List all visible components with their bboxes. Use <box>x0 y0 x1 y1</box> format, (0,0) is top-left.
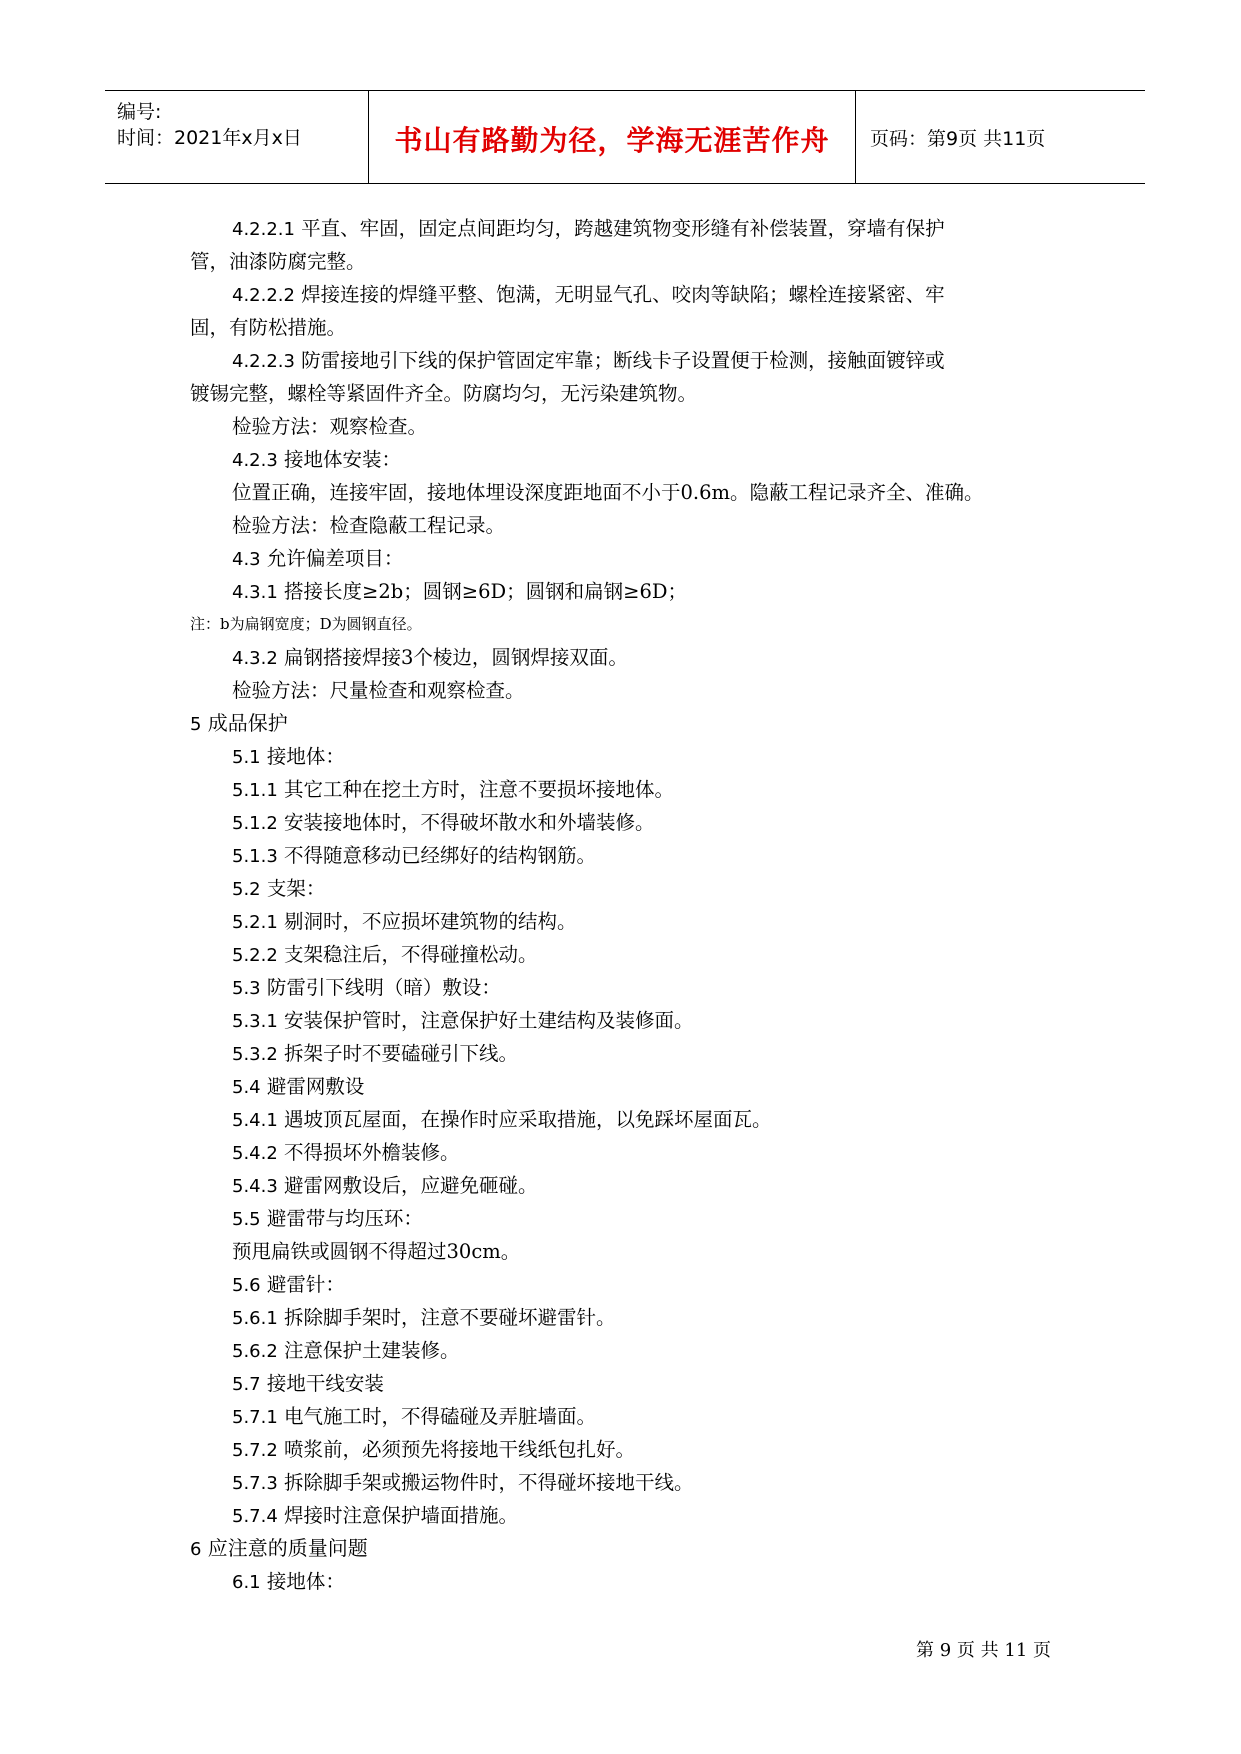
page-footer: 第 9 页 共 11 页 <box>916 1640 1051 1661</box>
time-label: 时间：2021年x月x日 <box>117 127 302 149</box>
text-line <box>190 1070 1070 1103</box>
clause-number: 5.4.1 <box>232 1110 278 1131</box>
clause-text: 避雷网敷设后，应避免砸碰。 <box>277 1174 538 1197</box>
section-heading <box>190 707 1070 740</box>
clause-number: 5 <box>190 714 202 735</box>
text-line <box>190 377 1070 410</box>
clause-text: 检验方法：检查隐蔽工程记录。 <box>232 514 506 537</box>
clause-text: 拆除脚手架时，注意不要碰坏避雷针。 <box>277 1306 616 1329</box>
text-line <box>190 740 1070 773</box>
text-line <box>190 1169 1070 1202</box>
text-line <box>190 542 1070 575</box>
header-right-cell <box>856 91 1145 183</box>
clause-number: 5.4.2 <box>232 1143 278 1164</box>
clause-text: 注：b为扁钢宽度；D为圆钢直径。 <box>190 615 422 633</box>
clause-text: 检验方法：观察检查。 <box>232 415 428 438</box>
clause-text: 喷浆前，必须预先将接地干线纸包扎好。 <box>277 1438 636 1461</box>
text-line <box>190 1367 1070 1400</box>
text-line <box>190 1334 1070 1367</box>
text-line <box>190 1037 1070 1070</box>
clause-text: 接地体安装： <box>277 448 402 471</box>
text-line <box>190 641 1070 674</box>
clause-number: 5.2.1 <box>232 912 278 933</box>
text-line <box>190 1565 1070 1598</box>
text-line <box>190 1400 1070 1433</box>
clause-number: 5.3 <box>232 978 261 999</box>
header-mid-cell <box>369 91 856 183</box>
text-line <box>190 278 1070 311</box>
text-line <box>190 1235 1070 1268</box>
clause-text: 应注意的质量问题 <box>201 1536 368 1560</box>
clause-number: 6.1 <box>232 1572 261 1593</box>
header-left-cell <box>105 91 369 183</box>
clause-number: 5.7.1 <box>232 1407 278 1428</box>
clause-text: 安装保护管时，注意保护好土建结构及装修面。 <box>277 1009 694 1032</box>
clause-number: 4.2.2.3 <box>232 351 295 372</box>
text-line <box>190 509 1070 542</box>
text-line <box>190 1202 1070 1235</box>
clause-text: 平直、牢固，固定点间距均匀，跨越建筑物变形缝有补偿装置，穿墙有保护 <box>294 217 945 240</box>
clause-text: 避雷网敷设 <box>260 1075 365 1098</box>
clause-number: 5.7 <box>232 1374 261 1395</box>
text-line <box>190 1301 1070 1334</box>
clause-number: 4.3 <box>232 549 261 570</box>
clause-text: 镀锡完整，螺栓等紧固件齐全。防腐均匀，无污染建筑物。 <box>190 382 698 405</box>
clause-number: 5.7.2 <box>232 1440 278 1461</box>
page-info: 页码：第9页 共11页 <box>870 128 1046 150</box>
clause-text: 剔洞时，不应损坏建筑物的结构。 <box>277 910 577 933</box>
text-line <box>190 773 1070 806</box>
clause-number: 5.1.2 <box>232 813 278 834</box>
clause-number: 5.6.1 <box>232 1308 278 1329</box>
clause-text: 遇坡顶瓦屋面，在操作时应采取措施，以免踩坏屋面瓦。 <box>277 1108 772 1131</box>
clause-text: 避雷带与均压环： <box>260 1207 423 1230</box>
text-line <box>190 476 1070 509</box>
text-line <box>190 971 1070 1004</box>
clause-text: 扁钢搭接焊接3个棱边，圆钢焊接双面。 <box>277 646 628 669</box>
clause-text: 不得损坏外檐装修。 <box>277 1141 460 1164</box>
clause-text: 注意保护土建装修。 <box>277 1339 460 1362</box>
clause-text: 防雷接地引下线的保护管固定牢靠；断线卡子设置便于检测，接触面镀锌或 <box>294 349 945 372</box>
clause-number: 5.6.2 <box>232 1341 278 1362</box>
note-line <box>190 608 1070 641</box>
clause-number: 5.7.3 <box>232 1473 278 1494</box>
clause-number: 6 <box>190 1539 202 1560</box>
clause-number: 5.1 <box>232 747 261 768</box>
text-line <box>190 1103 1070 1136</box>
code-label: 编号: <box>117 101 162 123</box>
clause-number: 4.3.1 <box>232 582 278 603</box>
clause-text: 拆架子时不要磕碰引下线。 <box>277 1042 519 1065</box>
text-line <box>190 674 1070 707</box>
clause-number: 5.2.2 <box>232 945 278 966</box>
text-line <box>190 245 1070 278</box>
clause-text: 焊接连接的焊缝平整、饱满，无明显气孔、咬肉等缺陷；螺栓连接紧密、牢 <box>294 283 945 306</box>
clause-number: 4.3.2 <box>232 648 278 669</box>
clause-text: 允许偏差项目： <box>260 547 404 570</box>
text-line <box>190 938 1070 971</box>
text-line <box>190 311 1070 344</box>
clause-number: 5.2 <box>232 879 261 900</box>
text-line <box>190 905 1070 938</box>
text-line <box>190 839 1070 872</box>
clause-text: 不得随意移动已经绑好的结构钢筋。 <box>277 844 597 867</box>
clause-number: 4.2.3 <box>232 450 278 471</box>
clause-number: 5.4.3 <box>232 1176 278 1197</box>
clause-text: 预甩扁铁或圆钢不得超过30cm。 <box>232 1240 521 1263</box>
clause-text: 支架稳注后，不得碰撞松动。 <box>277 943 538 966</box>
clause-text: 其它工种在挖土方时，注意不要损坏接地体。 <box>277 778 675 801</box>
clause-text: 支架： <box>260 877 326 900</box>
text-line <box>190 575 1070 608</box>
page-header <box>105 90 1145 184</box>
clause-text: 管，油漆防腐完整。 <box>190 250 366 273</box>
text-line <box>190 1466 1070 1499</box>
section-heading <box>190 1532 1070 1565</box>
text-line <box>190 1499 1070 1532</box>
clause-number: 5.5 <box>232 1209 261 1230</box>
clause-number: 5.3.2 <box>232 1044 278 1065</box>
text-line <box>190 1004 1070 1037</box>
clause-text: 焊接时注意保护墙面措施。 <box>277 1504 519 1527</box>
document-body <box>190 212 1070 1598</box>
clause-text: 检验方法：尺量检查和观察检查。 <box>232 679 525 702</box>
clause-number: 4.2.2.1 <box>232 219 295 240</box>
text-line <box>190 1268 1070 1301</box>
clause-text: 固，有防松措施。 <box>190 316 347 339</box>
clause-number: 5.7.4 <box>232 1506 278 1527</box>
clause-number: 5.4 <box>232 1077 261 1098</box>
text-line <box>190 410 1070 443</box>
clause-text: 防雷引下线明（暗）敷设： <box>260 976 501 999</box>
clause-text: 接地干线安装 <box>260 1372 384 1395</box>
clause-text: 避雷针： <box>260 1273 345 1296</box>
clause-number: 5.6 <box>232 1275 261 1296</box>
clause-text: 成品保护 <box>201 711 288 735</box>
text-line <box>190 1136 1070 1169</box>
clause-text: 搭接长度≥2b；圆钢≥6D；圆钢和扁钢≥6D； <box>277 580 687 603</box>
text-line <box>190 443 1070 476</box>
text-line <box>190 344 1070 377</box>
text-line <box>190 872 1070 905</box>
clause-text: 接地体： <box>260 1570 345 1593</box>
clause-text: 位置正确，连接牢固，接地体埋设深度距地面不小于0.6m。隐蔽工程记录齐全、准确。 <box>232 481 984 504</box>
clause-text: 接地体： <box>260 745 345 768</box>
text-line <box>190 806 1070 839</box>
clause-text: 拆除脚手架或搬运物件时，不得碰坏接地干线。 <box>277 1471 694 1494</box>
text-line <box>190 212 1070 245</box>
clause-number: 5.1.3 <box>232 846 278 867</box>
motto-title: 书山有路勤为径，学海无涯苦作舟 <box>394 124 830 157</box>
clause-number: 5.1.1 <box>232 780 278 801</box>
clause-number: 4.2.2.2 <box>232 285 295 306</box>
clause-number: 5.3.1 <box>232 1011 278 1032</box>
clause-text: 电气施工时，不得磕碰及弄脏墙面。 <box>277 1405 597 1428</box>
text-line <box>190 1433 1070 1466</box>
clause-text: 安装接地体时，不得破坏散水和外墙装修。 <box>277 811 655 834</box>
